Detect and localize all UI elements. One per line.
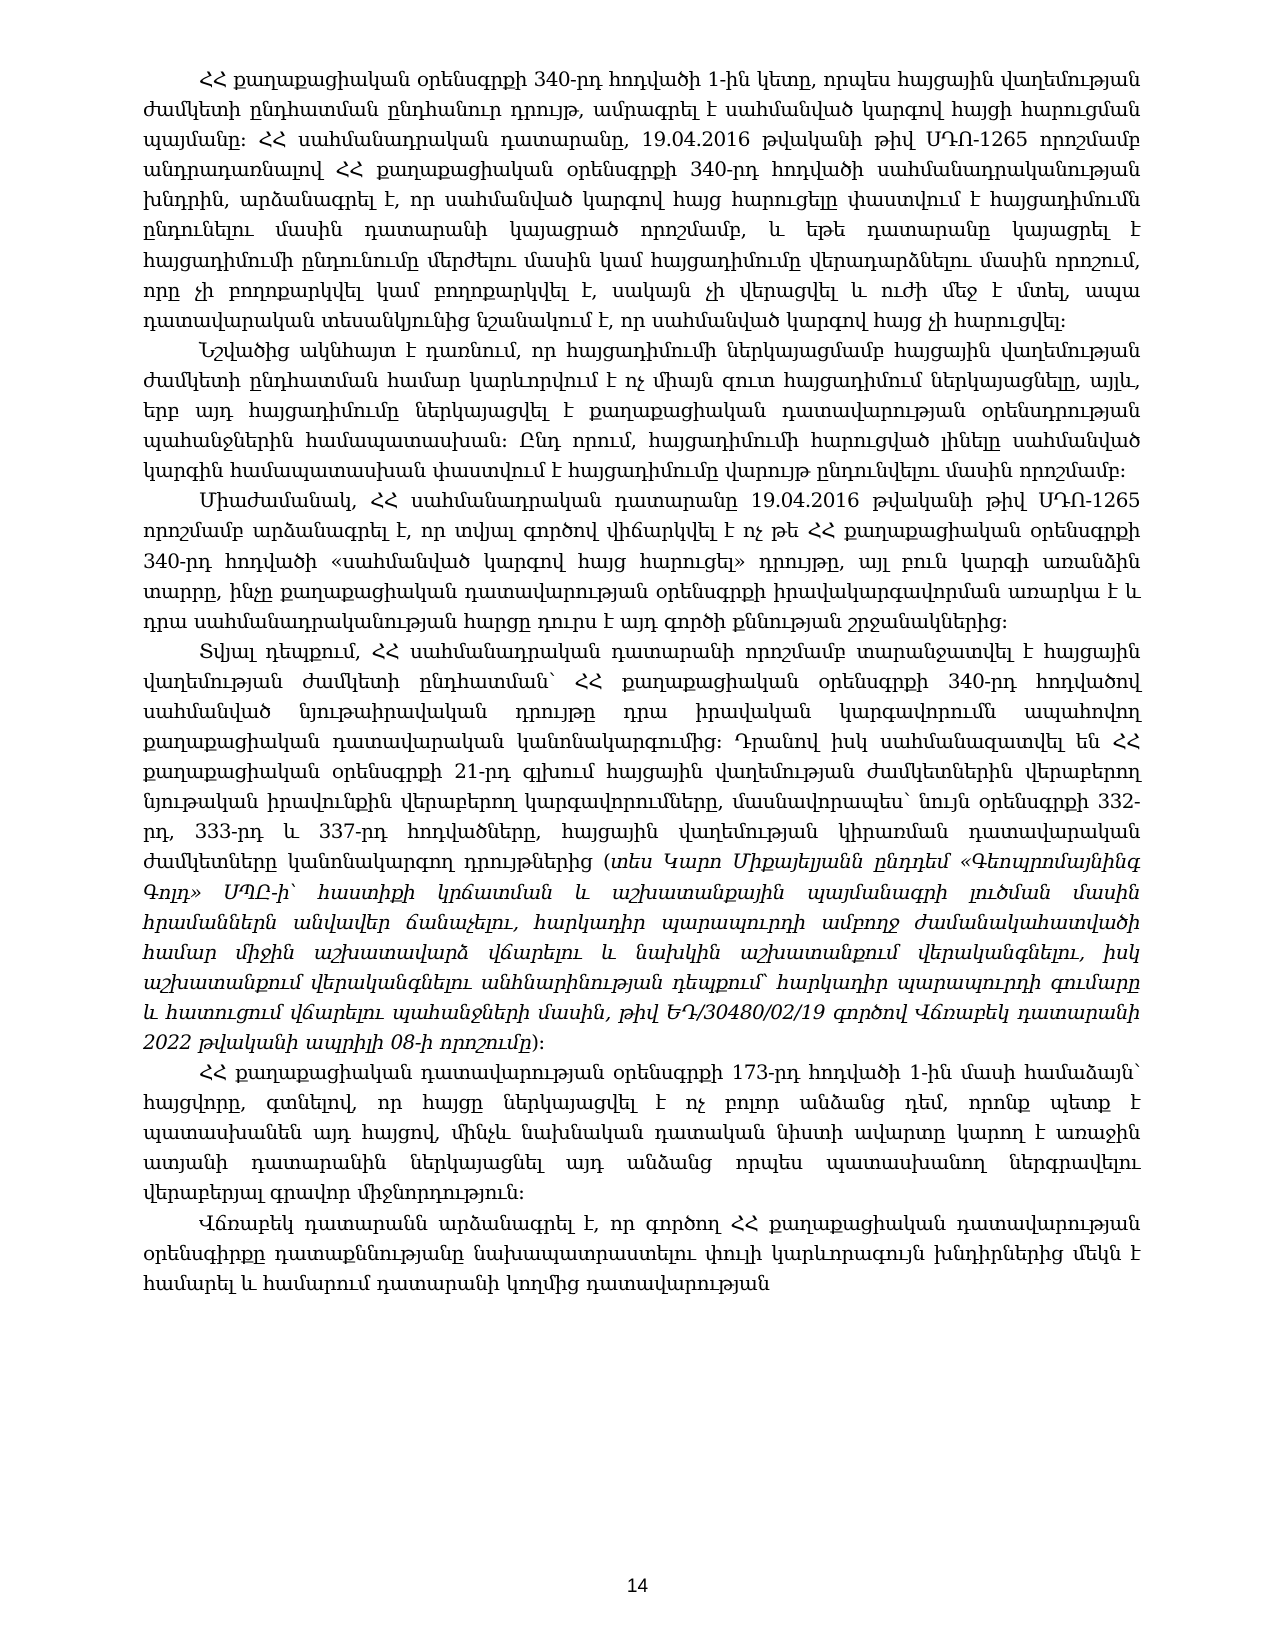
- page-number: 14: [626, 1576, 649, 1597]
- paragraph-3: [143, 485, 1140, 635]
- document-body: [143, 64, 1140, 1298]
- paragraph-text: ՀՀ քաղաքացիական օրենսգրքի 340-րդ հոդվածի 1-ին կետը, որպես հայցային վաղեմության ժամկետի ընդհատման ընդհանուր դրույթ, ամրագրել է սահմանված կարգով հայցի հարուցման պայմանը: ՀՀ սահմանադրական դատարանը, 19.04.2016 թվականի թիվ ՍԴՈ-1265 որոշմամբ անդրադառնալով ՀՀ քաղաքացիական օրենսգրքի 340-րդ հոդվածի սահմանադրականության խնդրին, արձանագրել է, որ սահմանված կարգով հայց հարուցելը փաստվում է հայցադիմումն ընդունելու մասին դատարանի կայացրած որոշմամբ, և եթե դատարանը կայացրել է հայցադիմումի ընդունումը մերժելու մասին կամ հայցադիմումը վերադարձնելու մասին որոշում, որը չի բողոքարկվել կամ բողոքարկվել է, սակայն չի վերացվել և ուժի մեջ է մտել, ապա դատավարական տեսանկյունից նշանակում է, որ սահմանված կարգով հայց չի հարուցվել:: [143, 67, 1140, 332]
- paragraph-text: Միաժամանակ, ՀՀ սահմանադրական դատարանը 19.04.2016 թվականի թիվ ՍԴՈ-1265 որոշմամբ արձանագրել է, որ տվյալ գործով վիճարկվել է ոչ թե ՀՀ քաղաքացիական օրենսգրքի 340-րդ հոդվածի «սահմանված կարգով հայց հարուցել» դրույթը, այլ բուն կարգի առանձին տարրը, ինչը քաղաքացիական դատավարության օրենսգրքի իրավակարգավորման առարկա է և դրա սահմանադրականության հարցը դուրս է այդ գործի քննության շրջանակներից:: [143, 488, 1140, 633]
- paragraph-text: Նշվածից ակնհայտ է դառնում, որ հայցադիմումի ներկայացմամբ հայցային վաղեմության ժամկետի ընդհատման համար կարևորվում է ոչ միայն զուտ հայցադիմում ներկայացնելը, այլև, երբ այդ հայցադիմումը ներկայացվել է քաղաքացիական դատավարության օրենսդրության պահանջներին համապատասխան: Ընդ որում, հայցադիմումի հարուցված լինելը սահմանված կարգին համապատասխան փաստվում է հայցադիմումը վարույթ ընդունվելու մասին որոշմամբ:: [143, 337, 1140, 483]
- paragraph-text: Վճռաբեկ դատարանն արձանագրել է, որ գործող ՀՀ քաղաքացիական դատավարության օրենսգիրքը դատաքննությանը նախապատրաստելու փուլի կարևորագույն խնդիրներից մեկն է համարել և համարում դատարանի կողմից դատավարության: [143, 1210, 1140, 1295]
- paragraph-text: ):: [531, 1030, 545, 1054]
- paragraph-6: [143, 1208, 1140, 1298]
- case-citation: տես Կարո Միքայելյանն ընդդեմ «Գեոպրոմայնինգ Գոլդ» ՍՊԸ-ի՝ հաստիքի կրճատման և աշխատանքային պայմանագրի լուծման մասին հրամաններն անվավեր ճանաչելու, հարկադիր պարապուրդի ամբողջ ժամանակահատվածի համար միջին աշխատավարձ վճարելու և նախկին աշխատանքում վերականգնելու, իսկ աշխատանքում վերականգնելու անհնարինության դեպքում՝ հարկադիր պարապուրդի գումարը և հատուցում վճարելու պահանջների մասին, թիվ ԵԴ/30480/02/19 գործով Վճռաբեկ դատարանի 2022 թվականի ապրիլի 08-ի որոշումը: [143, 849, 1140, 1054]
- paragraph-5: [143, 1057, 1140, 1207]
- paragraph-4: [143, 636, 1140, 1057]
- paragraph-2: [143, 335, 1140, 485]
- paragraph-1: [143, 64, 1140, 335]
- paragraph-text: ՀՀ քաղաքացիական դատավարության օրենսգրքի 173-րդ հոդվածի 1-ին մասի համաձայն՝ հայցվորը, գտնելով, որ հայցը ներկայացվել է ոչ բոլոր անձանց դեմ, որոնք պետք է պատասխանեն այդ հայցով, մինչև նախնական դատական նիստի ավարտը կարող է առաջին ատյանի դատարանին ներկայացնել այդ անձանց որպես պատասխանող ներգրավելու վերաբերյալ գրավոր միջնորդություն:: [143, 1060, 1140, 1205]
- paragraph-text: Տվյալ դեպքում, ՀՀ սահմանադրական դատարանի որոշմամբ տարանջատվել է հայցային վաղեմության ժամկետի ընդհատման՝ ՀՀ քաղաքացիական օրենսգրքի 340-րդ հոդվածով սահմանված նյութաիրավական դրույթը դրա իրավական կարգավորումն ապահովող քաղաքացիական դատավարական կանոնակարգումից: Դրանով իսկ սահմանազատվել են ՀՀ քաղաքացիական օրենսգրքի 21-րդ գլխում հայցային վաղեմության ժամկետներին վերաբերող նյութական իրավունքին վերաբերող կարգավորումները, մասնավորապես՝ նույն օրենսգրքի 332-րդ, 333-րդ և 337-րդ հոդվածները, հայցային վաղեմության կիրառման դատավարական ժամկետները կանոնակարգող դրույթներից (: [143, 638, 1140, 874]
